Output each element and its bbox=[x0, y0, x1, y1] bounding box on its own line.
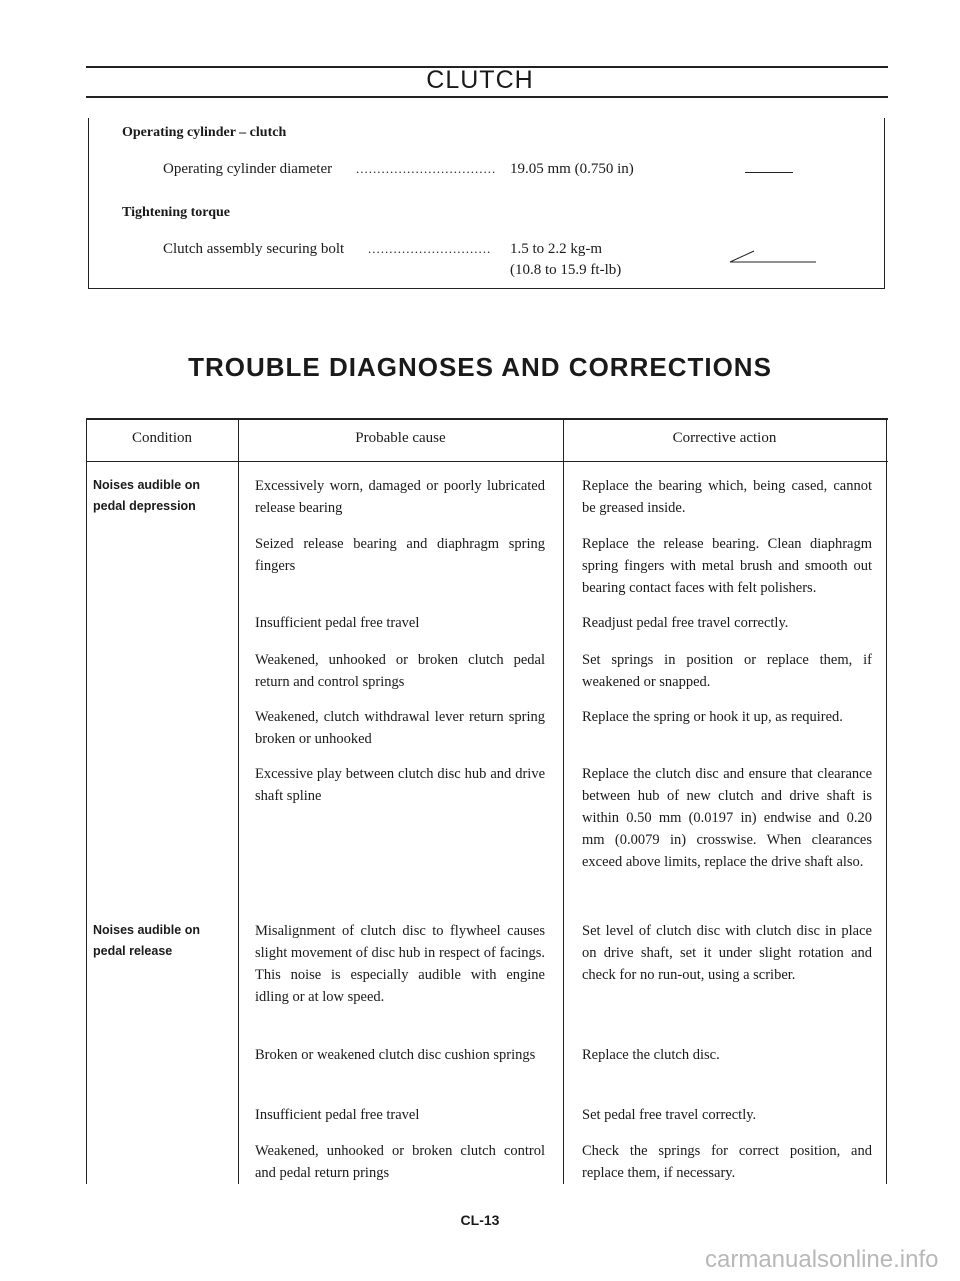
cause-row-6: Excessive play between clutch disc hub and drive shaft spline bbox=[255, 766, 545, 804]
cause-row-4: Weakened, unhooked or broken clutch pedal return and control springs bbox=[255, 652, 545, 690]
condition-pedal-depression: Noises audible on pedal depression bbox=[93, 478, 200, 513]
spec-label-securing-bolt: Clutch assembly securing bolt bbox=[163, 241, 345, 257]
table-divider-1 bbox=[238, 418, 239, 1184]
action-row-9: Set pedal free travel correctly. bbox=[582, 1107, 757, 1123]
cause-row-9: Insufficient pedal free travel bbox=[255, 1107, 420, 1123]
table-top-border bbox=[86, 418, 888, 420]
spec-box-bottom-border bbox=[88, 288, 885, 289]
spec-value-cylinder-diameter: 19.05 mm (0.750 in) bbox=[510, 161, 634, 177]
column-header-cause: Probable cause bbox=[355, 430, 446, 446]
spec-box-left-border bbox=[88, 118, 89, 288]
spec-section-operating-cylinder: Operating cylinder – clutch bbox=[122, 125, 287, 140]
section-heading: TROUBLE DIAGNOSES AND CORRECTIONS bbox=[188, 352, 772, 382]
dash-mark bbox=[728, 244, 818, 264]
page-number: CL-13 bbox=[460, 1212, 500, 1228]
column-header-condition: Condition bbox=[131, 430, 192, 446]
header-rule-bottom bbox=[86, 96, 888, 98]
table-left-border bbox=[86, 418, 87, 1184]
cause-row-5: Weakened, clutch withdrawal lever return spring broken or unhooked bbox=[255, 709, 545, 747]
table-header-rule bbox=[86, 461, 888, 462]
spec-section-tightening-torque: Tightening torque bbox=[122, 205, 231, 220]
action-row-1: Replace the bearing which, being cased, cannot be greased inside. bbox=[582, 478, 872, 516]
dot-leader: ............................. bbox=[368, 241, 492, 256]
spec-box-right-border bbox=[884, 118, 885, 288]
cause-row-8: Broken or weakened clutch disc cushion springs bbox=[255, 1047, 536, 1063]
cause-row-3: Insufficient pedal free travel bbox=[255, 615, 420, 631]
action-row-3: Readjust pedal free travel correctly. bbox=[582, 615, 789, 631]
watermark: carmanualsonline.info bbox=[705, 1246, 939, 1273]
dot-leader: ................................. bbox=[356, 161, 497, 176]
page-header-title: CLUTCH bbox=[426, 66, 534, 94]
action-row-8: Replace the clutch disc. bbox=[582, 1047, 720, 1063]
action-row-5: Replace the spring or hook it up, as required. bbox=[582, 709, 843, 725]
table-right-border bbox=[886, 418, 887, 1184]
spec-value-torque-metric: 1.5 to 2.2 kg-m bbox=[510, 241, 603, 257]
cause-row-2: Seized release bearing and diaphragm spring fingers bbox=[255, 536, 545, 574]
column-header-action: Corrective action bbox=[672, 430, 777, 446]
condition-pedal-release: Noises audible on pedal release bbox=[93, 923, 200, 958]
action-row-6: Replace the clutch disc and ensure that clearance between hub of new clutch and drive shaft is within 0.50 mm (0.0197 in) endwise and 0.20 mm (0.0079 in) crosswise. When clearances exceed above limits, replace the drive shaft also. bbox=[582, 766, 872, 870]
spec-value-torque-imperial: (10.8 to 15.9 ft-lb) bbox=[510, 262, 622, 278]
action-row-10: Check the springs for correct position, and replace them, if necessary. bbox=[582, 1143, 872, 1181]
table-divider-2 bbox=[563, 418, 564, 1184]
cause-row-1: Excessively worn, damaged or poorly lubricated release bearing bbox=[255, 478, 545, 516]
action-row-4: Set springs in position or replace them, if weakened or snapped. bbox=[582, 652, 872, 690]
action-row-2: Replace the release bearing. Clean diaphragm spring fingers with metal brush and smooth out bearing contact faces with felt polishers. bbox=[582, 536, 872, 596]
spec-label-cylinder-diameter: Operating cylinder diameter bbox=[163, 161, 333, 177]
cause-row-7: Misalignment of clutch disc to flywheel causes slight movement of disc hub in respect of facings. This noise is especially audible with engine idling or at low speed. bbox=[255, 923, 545, 1005]
action-row-7: Set level of clutch disc with clutch disc in place on drive shaft, set it under slight rotation and check for no run-out, using a scriber. bbox=[582, 923, 872, 983]
cause-row-10: Weakened, unhooked or broken clutch control and pedal return prings bbox=[255, 1143, 545, 1181]
dash-mark bbox=[745, 172, 793, 173]
